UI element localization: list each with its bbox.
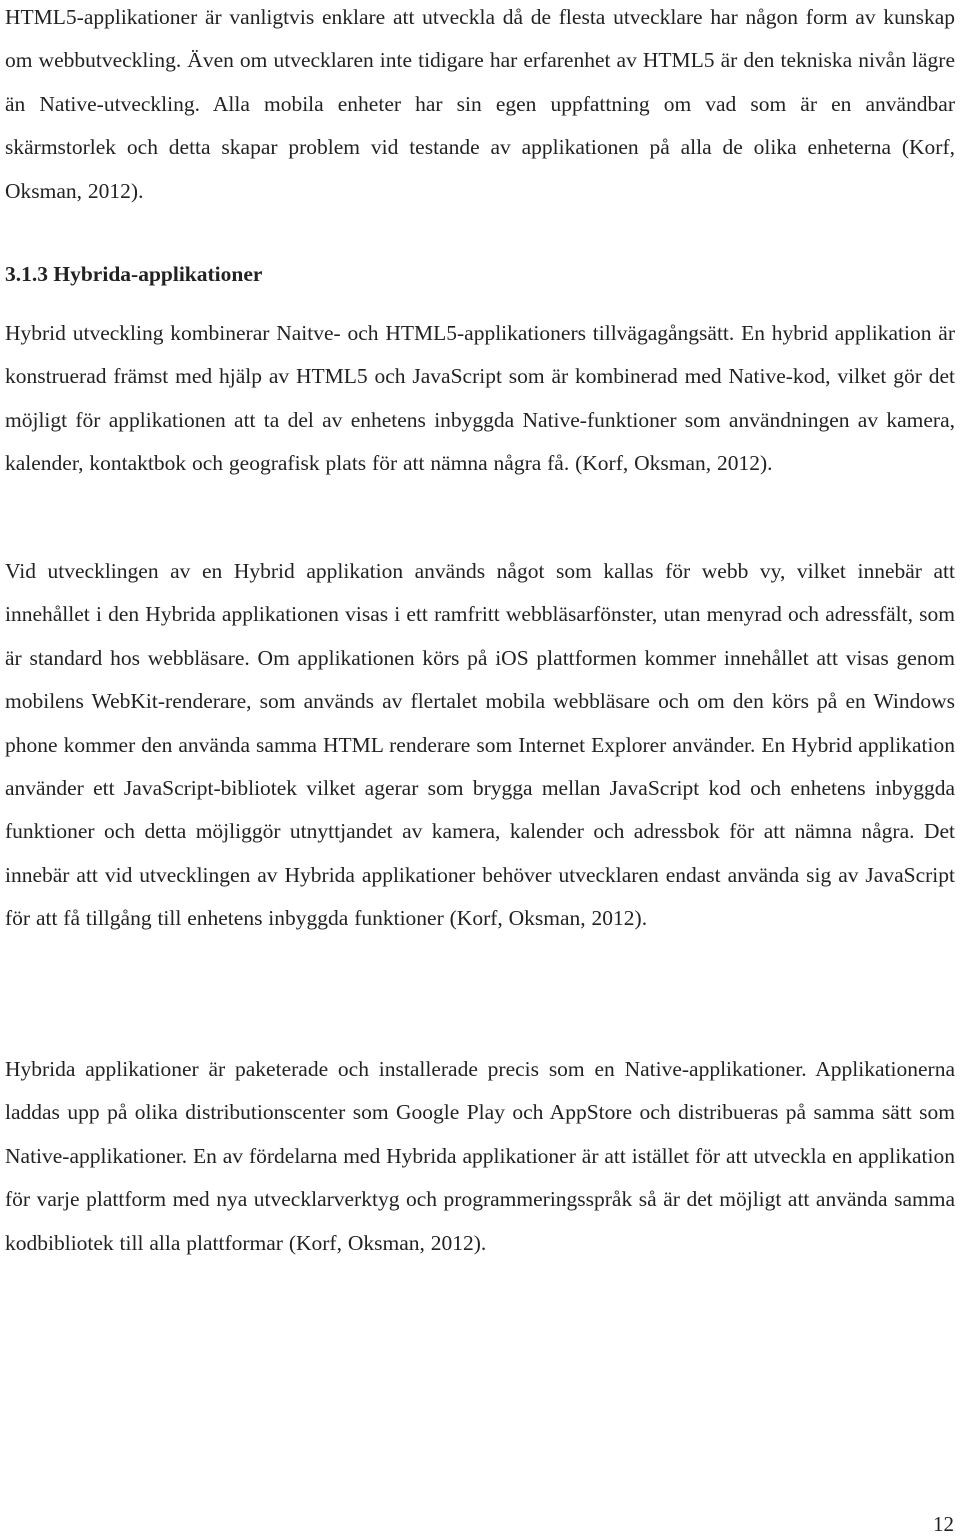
paragraph-hybrid-webview: Vid utvecklingen av en Hybrid applikation används något som kallas för webb vy, vilket innebär att innehållet i den Hybrida applikationen visas i ett ramfritt webbläsarfönster, utan menyrad och adressfält, som är standard hos webbläsare. Om applikationen körs på iOS plattformen kommer innehållet att visas genom mobilens WebKit-renderare, som används av flertalet mobila webbläsare och om den körs på en Windows phone kommer den använda samma HTML renderare som Internet Explorer använder. En Hybrid applikation använder ett JavaScript-bibliotek vilket agerar som brygga mellan JavaScript kod och enhetens inbyggda funktioner och detta möjliggör utnyttjandet av kamera, kalender och adressbok för att nämna några. Det innebär att vid utvecklingen av Hybrida applikationer behöver utvecklaren endast använda sig av JavaScript för att få tillgång till enhetens inbyggda funktioner (Korf, Oksman, 2012). (5, 559, 955, 931)
paragraph-hybrid-definition: Hybrid utveckling kombinerar Naitve- och HTML5-applikationers tillvägagångsätt. En hybrid applikation är konstruerad främst med hjälp av HTML5 och JavaScript som är kombinerad med Native-kod, vilket gör det möjligt för applikationen att ta del av enhetens inbyggda Native-funktioner som användningen av kamera, kalender, kontaktbok och geografisk plats för att nämna några få. (Korf, Oksman, 2012). (5, 321, 955, 476)
section-heading: 3.1.3 Hybrida-applikationer (5, 262, 263, 286)
page-number: 12 (933, 1512, 954, 1536)
paragraph-html5-applications: HTML5-applikationer är vanligtvis enklare att utveckla då de flesta utvecklare har någon form av kunskap om webbutveckling. Även om utvecklaren inte tidigare har erfarenhet av HTML5 är den tekniska nivån lägre än Native-utveckling. Alla mobila enheter har sin egen uppfattning om vad som är en användbar skärmstorlek och detta skapar problem vid testande av applikationen på alla de olika enheterna (Korf, Oksman, 2012). (5, 5, 955, 203)
paragraph-hybrid-distribution: Hybrida applikationer är paketerade och installerade precis som en Native-applikationer. Applikationerna laddas upp på olika distributionscenter som Google Play och AppStore och distribueras på samma sätt som Native-applikationer. En av fördelarna med Hybrida applikationer är att istället för att utveckla en applikation för varje plattform med nya utvecklarverktyg och programmeringsspråk så är det möjligt att använda samma kodbibliotek till alla plattformar (Korf, Oksman, 2012). (5, 1057, 955, 1255)
